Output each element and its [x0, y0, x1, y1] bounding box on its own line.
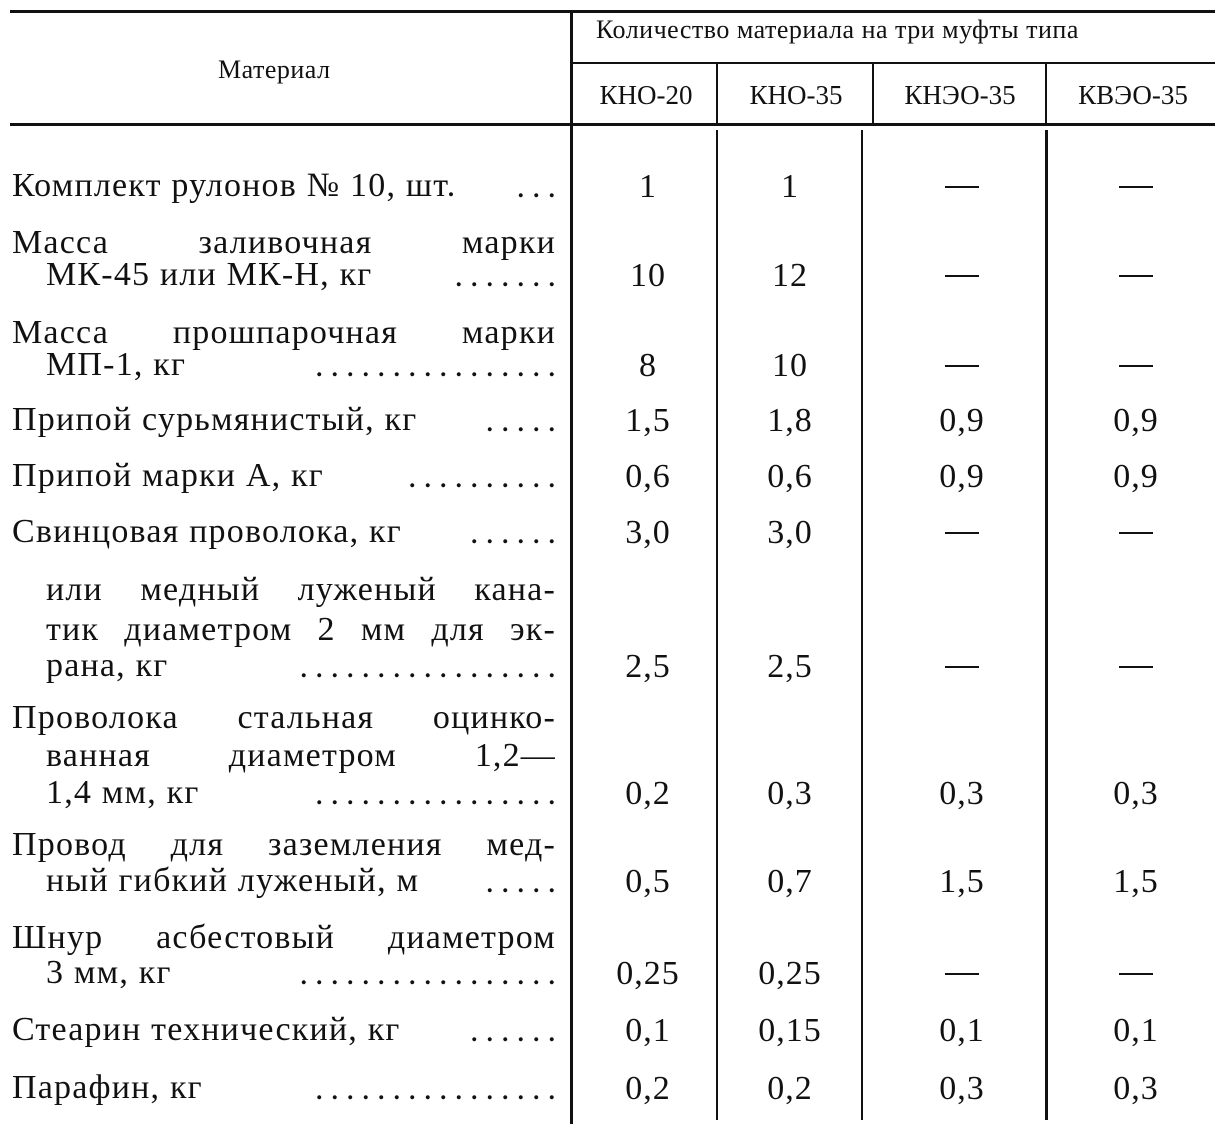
leader-dots: ..... — [485, 863, 563, 900]
quantity-cell: 0,6 — [767, 458, 813, 495]
quantity-cell: 0,1 — [1113, 1012, 1159, 1049]
quantity-cell: 0,1 — [625, 1012, 671, 1049]
column-divider-body-3 — [1045, 130, 1048, 1120]
material-name-line: Масса заливочная марки — [12, 224, 556, 261]
leader-dots: ..... — [485, 402, 563, 439]
empty-value-dash — [1119, 365, 1153, 367]
quantity-cell: 0,25 — [758, 955, 822, 992]
empty-value-dash — [945, 666, 979, 668]
quantity-cell: 0,6 — [625, 458, 671, 495]
header-group-rule — [572, 62, 1215, 64]
material-name-line: Стеарин технический, кг — [12, 1011, 401, 1048]
leader-dots: ....... — [454, 257, 563, 294]
material-name-line: Проволока стальная оцинко- — [12, 699, 556, 736]
empty-value-dash — [945, 973, 979, 975]
header-bottom-rule — [10, 123, 1215, 126]
material-name-line: ный гибкий луженый, м — [46, 862, 420, 899]
leader-dots: ................. — [299, 955, 563, 992]
quantity-cell: 0,1 — [939, 1012, 985, 1049]
column-divider-main — [570, 12, 573, 1124]
material-name-line: 3 мм, кг — [46, 954, 172, 991]
material-name-line: Припой сурьмянистый, кг — [12, 401, 418, 438]
column-divider-body-2 — [861, 130, 863, 1120]
empty-value-dash — [1119, 666, 1153, 668]
material-name-line: Шнур асбестовый диаметром — [12, 919, 556, 956]
quantity-cell: 0,15 — [758, 1012, 822, 1049]
material-name-line: Провод для заземления мед- — [12, 826, 556, 863]
quantity-cell: 0,9 — [939, 402, 985, 439]
quantity-cell: 0,3 — [939, 1070, 985, 1107]
column-divider-header-2 — [872, 64, 874, 124]
quantity-cell: 1,5 — [939, 863, 985, 900]
leader-dots: ... — [516, 168, 563, 205]
quantity-cell: 1 — [639, 168, 657, 205]
quantity-cell: 1,8 — [767, 402, 813, 439]
column-header-kneo-35: КНЭО-35 — [904, 80, 1016, 110]
leader-dots: ................ — [315, 775, 563, 812]
material-name-line: Парафин, кг — [12, 1069, 203, 1106]
quantity-cell: 0,9 — [1113, 458, 1159, 495]
quantity-cell: 0,3 — [1113, 775, 1159, 812]
quantity-group-header: Количество материала на три муфты типа — [596, 15, 1079, 44]
leader-dots: ................ — [315, 1070, 563, 1107]
quantity-cell: 8 — [639, 347, 657, 384]
leader-dots: ................. — [299, 648, 563, 685]
empty-value-dash — [1119, 532, 1153, 534]
quantity-cell: 0,5 — [625, 863, 671, 900]
quantity-cell: 3,0 — [767, 514, 813, 551]
empty-value-dash — [1119, 186, 1153, 188]
quantity-cell: 0,7 — [767, 863, 813, 900]
material-name-line: ванная диаметром 1,2— — [46, 737, 556, 774]
quantity-cell: 0,2 — [625, 775, 671, 812]
column-header-kno-20: КНО-20 — [599, 80, 693, 110]
empty-value-dash — [1119, 973, 1153, 975]
column-divider-header-3 — [1045, 64, 1047, 124]
material-name-line: рана, кг — [46, 647, 169, 684]
material-column-header: Материал — [218, 55, 331, 84]
quantity-cell: 1,5 — [1113, 863, 1159, 900]
quantity-cell: 1 — [781, 168, 799, 205]
material-name-line: Масса прошпарочная марки — [12, 314, 556, 351]
quantity-cell: 2,5 — [625, 648, 671, 685]
quantity-cell: 0,9 — [1113, 402, 1159, 439]
quantity-cell: 0,3 — [1113, 1070, 1159, 1107]
quantity-cell: 0,3 — [939, 775, 985, 812]
quantity-cell: 10 — [772, 347, 808, 384]
material-name-line: МП-1, кг — [46, 346, 187, 383]
empty-value-dash — [1119, 275, 1153, 277]
quantity-cell: 12 — [772, 257, 808, 294]
leader-dots: .......... — [408, 458, 563, 495]
quantity-cell: 10 — [630, 257, 666, 294]
column-divider-header-1 — [716, 64, 718, 124]
leader-dots: ................ — [315, 347, 563, 384]
quantity-cell: 3,0 — [625, 514, 671, 551]
quantity-cell: 0,2 — [767, 1070, 813, 1107]
material-name-line: или медный луженый кана- — [46, 571, 556, 608]
quantity-cell: 1,5 — [625, 402, 671, 439]
material-name-line: 1,4 мм, кг — [46, 774, 200, 811]
column-header-kveo-35: КВЭО-35 — [1078, 80, 1188, 110]
empty-value-dash — [945, 532, 979, 534]
material-name-line: тик диаметром 2 мм для эк- — [46, 611, 556, 648]
quantity-cell: 0,9 — [939, 458, 985, 495]
quantity-cell: 0,2 — [625, 1070, 671, 1107]
material-name-line: МК-45 или МК-Н, кг — [46, 256, 373, 293]
material-name-line: Свинцовая проволока, кг — [12, 513, 402, 550]
quantity-cell: 2,5 — [767, 648, 813, 685]
empty-value-dash — [945, 275, 979, 277]
table-top-rule — [10, 10, 1215, 13]
material-name-line: Комплект рулонов № 10, шт. — [12, 167, 457, 204]
empty-value-dash — [945, 365, 979, 367]
quantity-cell: 0,3 — [767, 775, 813, 812]
leader-dots: ...... — [470, 514, 563, 551]
empty-value-dash — [945, 186, 979, 188]
material-name-line: Припой марки А, кг — [12, 457, 324, 494]
quantity-cell: 0,25 — [616, 955, 680, 992]
leader-dots: ...... — [470, 1012, 563, 1049]
column-header-kno-35: КНО-35 — [749, 80, 843, 110]
